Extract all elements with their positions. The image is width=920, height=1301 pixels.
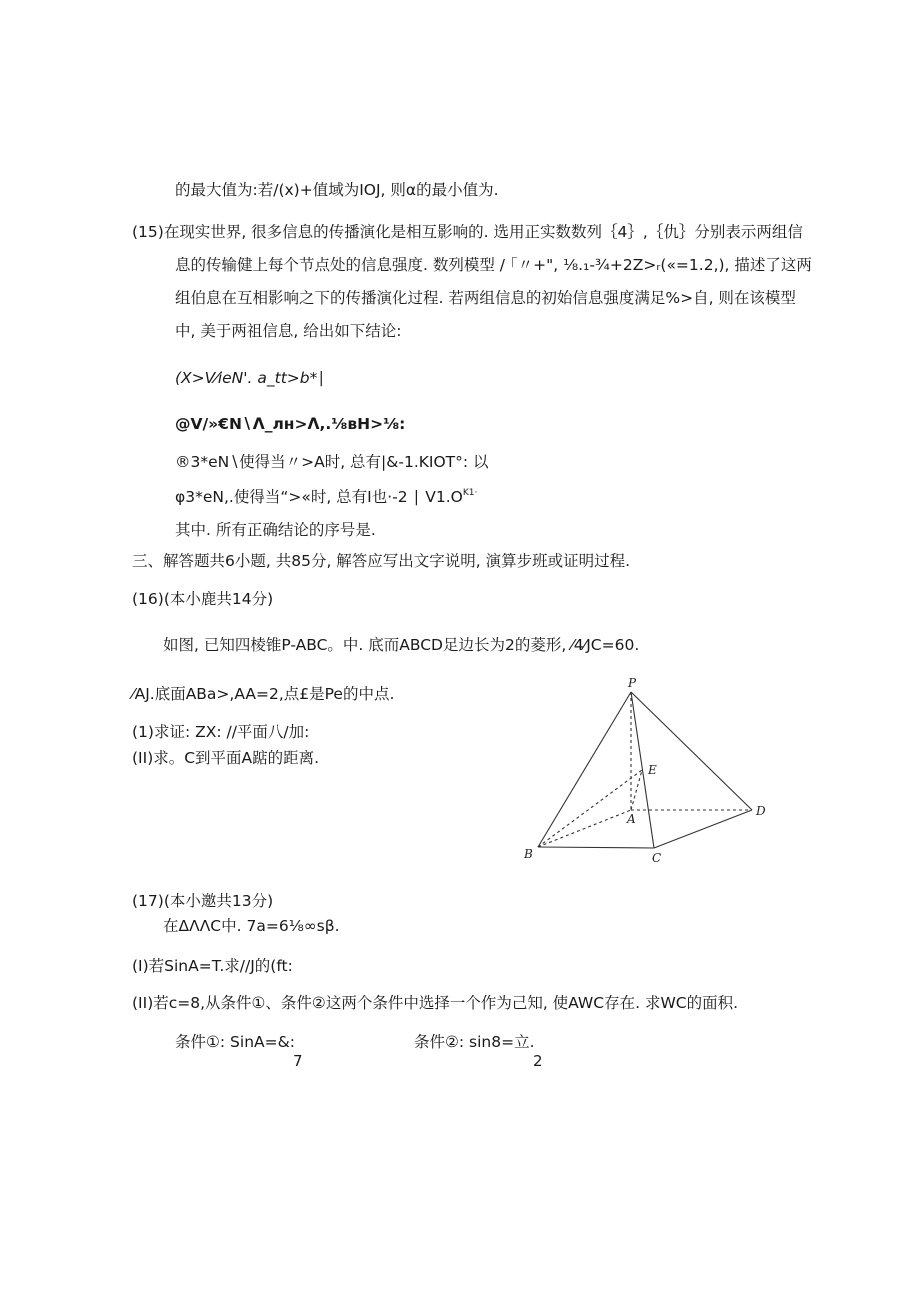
condition-2: 条件②: sin8=立. bbox=[414, 1033, 535, 1051]
edge-CD bbox=[654, 810, 752, 848]
problem-17-part-2: (II)若c=8,从条件①、条件②这两个条件中选择一个作为己知, 使AWC存在. 求WC的面积. bbox=[132, 994, 739, 1012]
line-max-value: 的最大值为:若/(x)+值域为IOJ, 则α的最小值为. bbox=[175, 181, 499, 199]
problem-15-intro: (15)在现实世界, 很多信息的传播演化是相互影响的. 选用正实数数列｛4｝,｛仇｝分别表示两组信 bbox=[132, 223, 803, 241]
problem-15-initial: 组伯息在互相影响之下的传播演化过程. 若两组信息的初始信息强度满足%>自, 则在该模型 bbox=[175, 289, 796, 307]
vertex-label-B: B bbox=[524, 847, 533, 861]
segment-BE bbox=[538, 770, 642, 847]
section-3-heading: 三、解答题共6小题, 共85分, 解答应写出文字说明, 演算步班或证明过程. bbox=[132, 552, 631, 570]
problem-16-part-1: (1)求证: ZX: ∕∕平面八/加: bbox=[132, 723, 310, 741]
vertex-label-C: C bbox=[652, 851, 662, 865]
conclusion-3: ®3*eN∖使得当〃>A时, 总有|&-1.KIOT°: 以 bbox=[175, 453, 489, 471]
edge-BC bbox=[538, 847, 654, 848]
vertex-label-D: D bbox=[756, 804, 766, 818]
problem-16-heading: (16)(本小鹿共14分) bbox=[132, 590, 274, 608]
vertex-label-P: P bbox=[628, 676, 637, 690]
conclusion-4 bbox=[175, 483, 477, 507]
problem-16-statement-2: ⁄AJ.底面ABa>,AA=2,点£是Pe的中点. bbox=[132, 685, 395, 703]
problem-15-conclusions-intro: 中, 美于两祖信息, 给出如下结论: bbox=[175, 322, 402, 340]
segment-AE bbox=[631, 770, 642, 810]
vertex-label-E: E bbox=[648, 763, 657, 777]
conclusion-1: (X>V⁄ieN'. a_tt>b*∣ bbox=[175, 369, 326, 387]
problem-17-part-1: (I)若SinA=T.求//J的(ft: bbox=[132, 957, 293, 975]
condition-2-denominator: 2 bbox=[533, 1052, 543, 1070]
problem-16-statement-1: 如图, 已知四棱锥P-ABC。中. 底而ABCD足边长为2的菱形, ⁄4⁄JC=60. bbox=[163, 636, 640, 654]
problem-15-answer-prompt: 其中. 所有正确结论的序号是. bbox=[175, 521, 376, 539]
problem-17-heading: (17)(本小邀共13分) bbox=[132, 892, 274, 910]
condition-1: 条件①: SinA=&: bbox=[175, 1033, 295, 1051]
problem-15-model: 息的传输健上每个节点处的信息强度. 数列模型 / ｢〃+", ⅛.₁-¾+2Z>ᵣ(«=1.2,), 描述了这两 bbox=[175, 256, 812, 274]
problem-16-part-2: (II)求。C到平面A踮的距离. bbox=[132, 749, 320, 767]
condition-1-denominator: 7 bbox=[293, 1052, 303, 1070]
problem-17-statement: 在ΔΛΛC中. 7a=6⅛∞sβ. bbox=[163, 917, 340, 935]
edge-BA bbox=[538, 810, 631, 847]
edge-PD bbox=[631, 692, 752, 810]
pyramid-edges bbox=[538, 692, 752, 848]
edge-PB bbox=[538, 692, 631, 847]
conclusion-2: @V/»€N∖Λ_лн>Λ,.⅛вH>⅛: bbox=[175, 415, 406, 433]
conclusion-4-superscript: K1· bbox=[462, 488, 478, 498]
pyramid-figure bbox=[518, 672, 780, 868]
vertex-label-A: A bbox=[627, 812, 636, 826]
conclusion-4-text: φ3*eN,.使得当“>«时, 总有I也·-2 ∣ V1.O bbox=[175, 488, 463, 506]
